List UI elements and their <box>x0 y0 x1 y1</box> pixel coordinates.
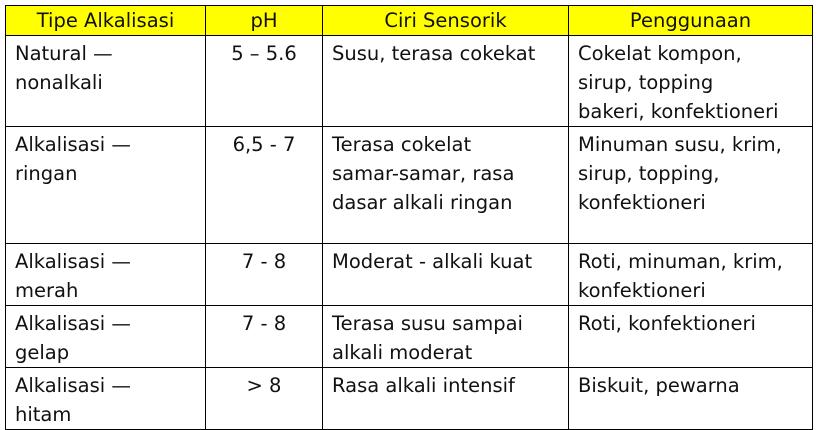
cell-line: Moderat - alkali kuat <box>332 250 533 273</box>
cell-line: merah <box>15 279 79 302</box>
cell-penggunaan <box>569 36 813 127</box>
cell-ph: 7 - 8 <box>206 244 323 306</box>
cell-ph: > 8 <box>206 368 323 430</box>
cell-line: Rasa alkali intensif <box>332 374 515 397</box>
cell-line: samar-samar, rasa <box>332 162 515 185</box>
header-ciri-sensorik: Ciri Sensorik <box>323 6 569 36</box>
cell-ph: 5 – 5.6 <box>206 36 323 127</box>
cell-line: Alkalisasi — <box>15 374 131 397</box>
cell-tipe <box>6 127 206 244</box>
cell-line: sirup, topping, <box>578 162 720 185</box>
cell-tipe <box>6 36 206 127</box>
header-penggunaan: Penggunaan <box>569 6 813 36</box>
cell-ciri <box>323 36 569 127</box>
cell-ph: 6,5 - 7 <box>206 127 323 244</box>
cell-tipe <box>6 244 206 306</box>
cell-line: alkali moderat <box>332 341 473 364</box>
cell-ph: 7 - 8 <box>206 306 323 368</box>
cell-line: Minuman susu, krim, <box>578 133 782 156</box>
cell-line: Cokelat kompon, <box>578 42 742 65</box>
cell-line: Alkalisasi — <box>15 312 131 335</box>
cell-penggunaan <box>569 244 813 306</box>
cell-line: gelap <box>15 341 70 364</box>
cell-line: Alkalisasi — <box>15 133 131 156</box>
cell-line: Natural — <box>15 42 113 65</box>
cell-penggunaan <box>569 368 813 430</box>
cell-line: konfektioneri <box>578 191 706 214</box>
cell-line: Biskuit, pewarna <box>578 374 740 397</box>
cell-tipe <box>6 368 206 430</box>
cell-line: Terasa susu sampai <box>332 312 523 335</box>
cell-line: Alkalisasi — <box>15 250 131 273</box>
cell-penggunaan <box>569 127 813 244</box>
cell-line: sirup, topping <box>578 71 714 94</box>
cell-line: Roti, minuman, krim, <box>578 250 783 273</box>
table-row <box>6 244 813 306</box>
table-row <box>6 306 813 368</box>
cell-ciri <box>323 368 569 430</box>
table-row <box>6 127 813 244</box>
cell-line: dasar alkali ringan <box>332 191 513 214</box>
cell-ciri <box>323 244 569 306</box>
cell-ciri <box>323 127 569 244</box>
alkalization-table <box>5 5 813 430</box>
cell-line: Susu, terasa cokekat <box>332 42 536 65</box>
cell-line: bakeri, konfektioneri <box>578 100 779 123</box>
cell-penggunaan <box>569 306 813 368</box>
cell-line: hitam <box>15 403 72 426</box>
cell-line: Roti, konfektioneri <box>578 312 756 335</box>
cell-line: ringan <box>15 162 78 185</box>
header-tipe-alkalisasi: Tipe Alkalisasi <box>6 6 206 36</box>
cell-tipe <box>6 306 206 368</box>
header-ph: pH <box>206 6 323 36</box>
cell-ciri <box>323 306 569 368</box>
cell-line: Terasa cokelat <box>332 133 472 156</box>
header-row <box>6 6 813 36</box>
cell-line: konfektioneri <box>578 279 706 302</box>
table-row <box>6 368 813 430</box>
table-row <box>6 36 813 127</box>
cell-line: nonalkali <box>15 71 103 94</box>
table-container <box>5 5 813 430</box>
